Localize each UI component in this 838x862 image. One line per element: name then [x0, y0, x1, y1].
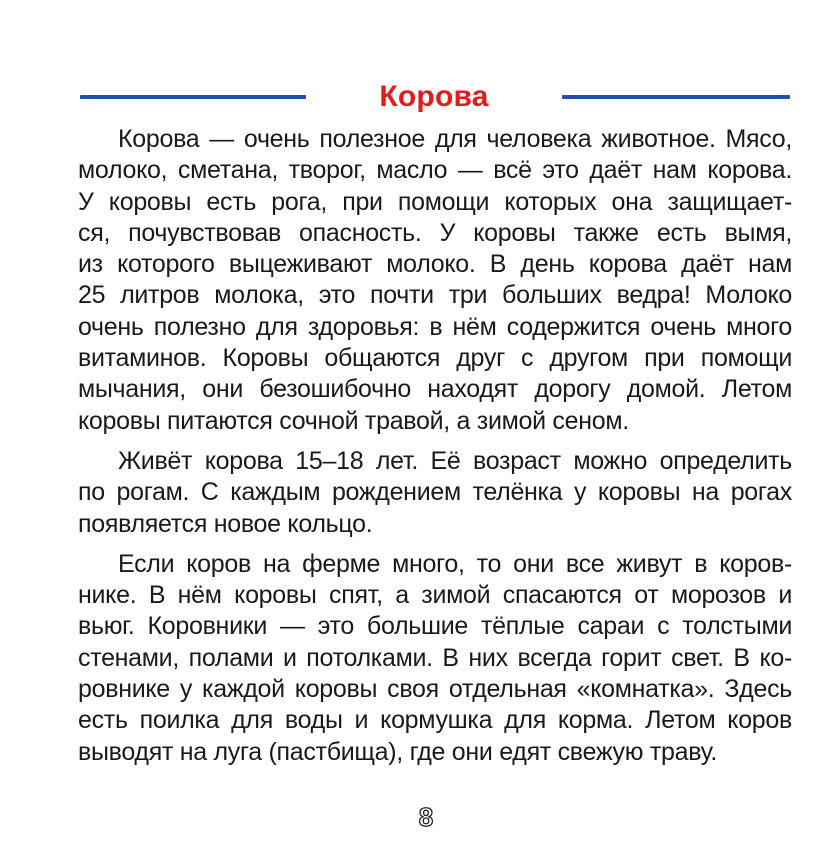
- text-line: ся, почувствовав опасность. У коровы также есть вымя,: [78, 218, 792, 247]
- text-line: коровы питаются сочной травой, а зимой сеном.: [78, 406, 629, 435]
- text-line: 25 литров молока, это почти три больших ведра! Молоко: [78, 281, 792, 310]
- page-title: Корова: [379, 80, 489, 113]
- text-line: стенами, полами и потолками. В них всегда горит свет. В ко-: [78, 643, 792, 672]
- text-line: молоко, сметана, творог, масло — всё это даёт нам корова.: [78, 156, 792, 185]
- text-line: мычания, они безошибочно находят дорогу домой. Летом: [78, 375, 792, 404]
- text-line: появляется новое кольцо.: [78, 509, 373, 538]
- text-line: Живёт корова 15–18 лет. Её возраст можно определить: [118, 446, 792, 475]
- text-line: есть поилка для воды и кормушка для корма. Летом коров: [78, 706, 792, 735]
- page-number: 8: [418, 802, 434, 832]
- text-line: Если коров на ферме много, то они все живут в коров-: [118, 549, 792, 578]
- text-line: по рогам. С каждым рождением телёнка у коровы на рогах: [78, 478, 792, 507]
- text-line: из которого выцеживают молоко. В день корова даёт нам: [78, 250, 792, 279]
- text-line: У коровы есть рога, при помощи которых она защищает-: [78, 187, 792, 216]
- text-line: ровнике у каждой коровы своя отдельная «комнатка». Здесь: [78, 675, 792, 704]
- article-body: [78, 124, 792, 768]
- paragraph-gap: [78, 540, 792, 549]
- paragraph-gap: [78, 437, 792, 446]
- text-line: нике. В нём коровы спят, а зимой спасаются от морозов и: [78, 581, 792, 610]
- text-line: очень полезно для здоровья: в нём содержится очень много: [78, 312, 792, 341]
- text-line: витаминов. Коровы общаются друг с другом при помощи: [78, 344, 792, 373]
- text-line: вьюг. Коровники — это большие тёплые сараи с толстыми: [78, 612, 792, 641]
- text-line: Корова — очень полезное для человека животное. Мясо,: [118, 125, 792, 153]
- text-line: выводят на луга (пастбища), где они едят свежую траву.: [78, 737, 717, 766]
